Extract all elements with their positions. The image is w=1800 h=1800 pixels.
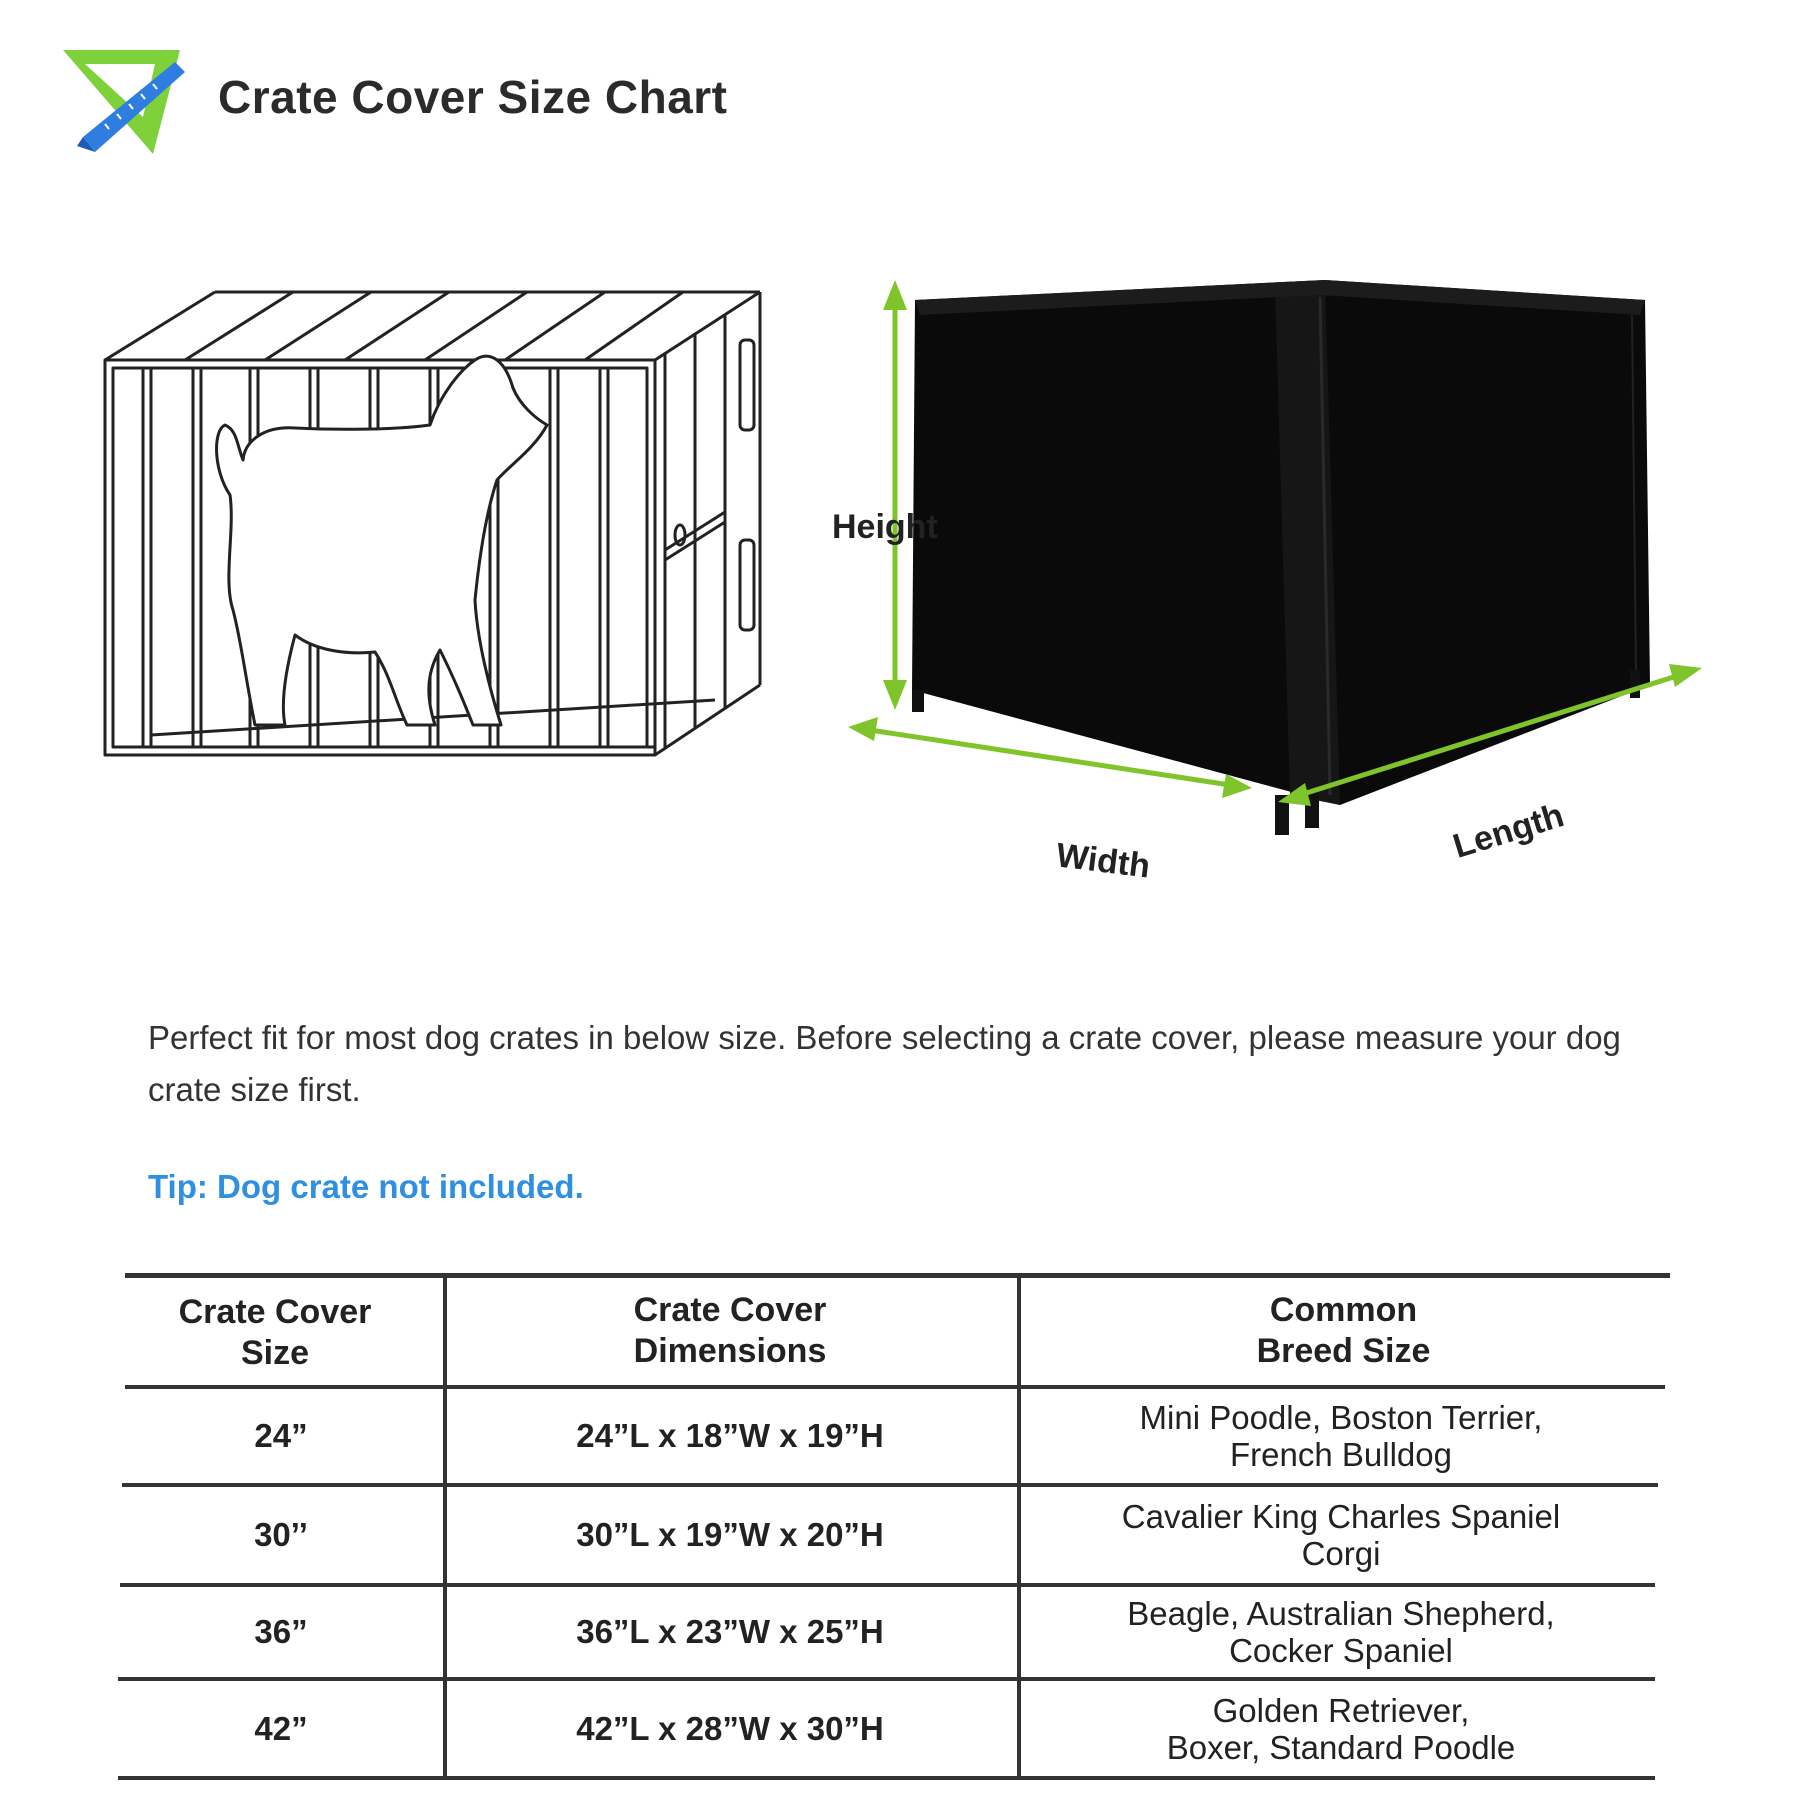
height-label: Height: [832, 508, 938, 546]
page-title: Crate Cover Size Chart: [218, 71, 728, 123]
table-row-dimensions: 36”L x 23”W x 25”H: [576, 1613, 884, 1650]
table-row-breed: Mini Poodle, Boston Terrier, French Bulldog: [1139, 1399, 1543, 1473]
table-row-breed: Cavalier King Charles Spaniel Corgi: [1121, 1498, 1561, 1572]
dog-crate-illustration: [95, 280, 770, 770]
table-row-dimensions: 30”L x 19”W x 20”H: [576, 1516, 884, 1553]
tip-text: Tip: Dog crate not included.: [148, 1168, 584, 1205]
crate-cover-illustration: [820, 265, 1720, 905]
intro-text: Perfect fit for most dog crates in below size. Before selecting a crate cover, please measure your dog crate size first.: [148, 1019, 1621, 1108]
table-row-size: 36”: [254, 1613, 308, 1650]
table-row-dimensions: 42”L x 28”W x 30”H: [576, 1709, 884, 1747]
table-row-breed: Beagle, Australian Shepherd, Cocker Spaniel: [1127, 1595, 1555, 1669]
ruler-triangle-icon: [55, 42, 185, 157]
length-label: Length: [1448, 796, 1569, 866]
header-size: Crate Cover Size: [178, 1293, 372, 1372]
table-row-size: 30’’: [254, 1516, 308, 1553]
table-row-dimensions: 24”L x 18”W x 19”H: [576, 1417, 884, 1454]
table-row-size: 42”: [254, 1709, 308, 1747]
table-row-size: 24”: [254, 1417, 308, 1454]
header-dimensions: Crate Cover Dimensions: [633, 1291, 827, 1370]
width-label: Width: [1054, 836, 1153, 886]
header-breed: Common Breed Size: [1256, 1291, 1431, 1370]
table-row-breed: Golden Retriever, Boxer, Standard Poodle: [1166, 1691, 1516, 1766]
